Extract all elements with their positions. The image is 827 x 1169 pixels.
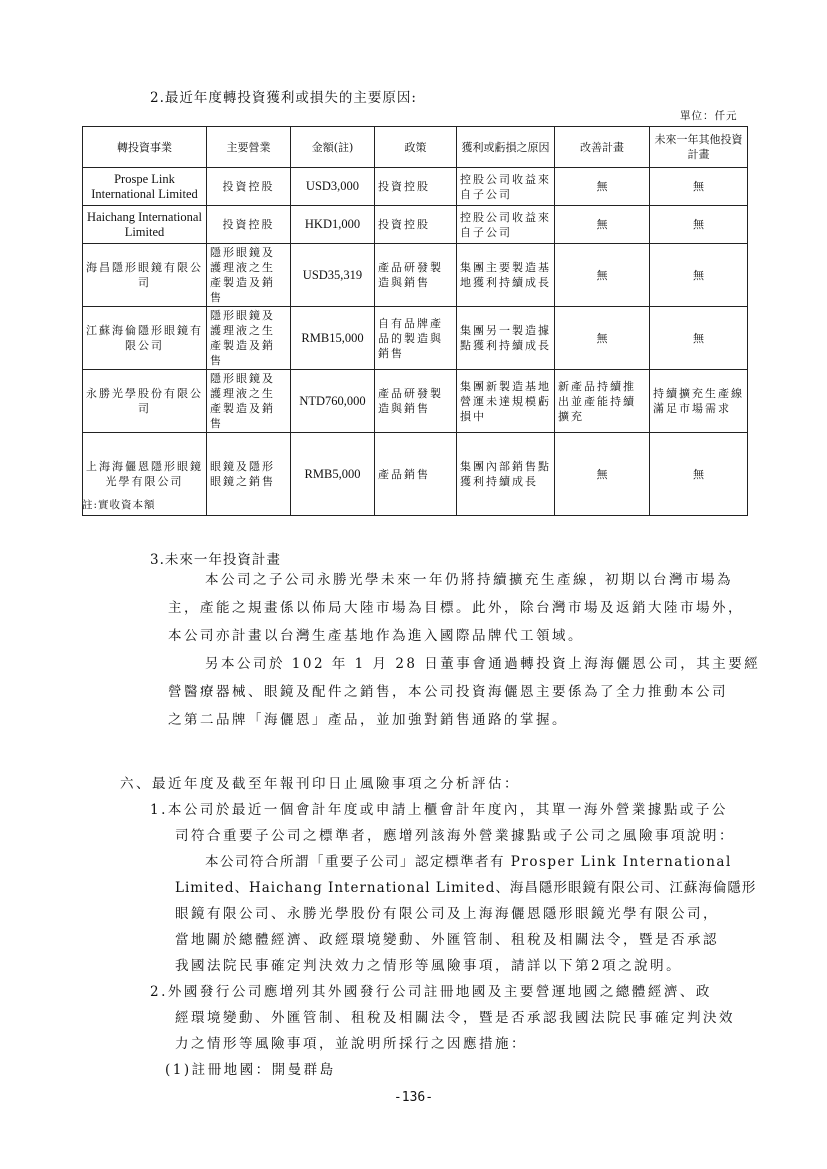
reason-cell: 控股公司收益來自子公司 [457, 206, 555, 244]
section-title: 2.最近年度轉投資獲利或損失的主要原因: [150, 90, 417, 106]
policy-cell: 自有品牌產品的製造與銷售 [375, 307, 457, 370]
header-cell: 獲利或虧損之原因 [457, 127, 555, 168]
reason-cell: 控股公司收益來自子公司 [457, 168, 555, 206]
paragraph-line: Limited、Haichang International Limited、海昌隱形眼鏡有限公司、江蘇海倫隱形 [175, 880, 757, 896]
policy-cell: 產品銷售 [375, 433, 457, 516]
future-plan-cell: 持續擴充生產線滿足市場需求 [650, 370, 748, 433]
plan-cell: 無 [555, 206, 650, 244]
amount-cell: USD35,319 [291, 244, 375, 307]
table-row [83, 244, 748, 307]
table-header-row [83, 127, 748, 168]
table-row [83, 370, 748, 433]
paragraph-line: 當地關於總體經濟、政經環境變動、外匯管制、租稅及相關法令，暨是否承認 [175, 932, 719, 948]
policy-cell: 投資控股 [375, 168, 457, 206]
paragraph-line: 司符合重要子公司之標準者，應增列該海外營業據點或子公司之風險事項說明： [175, 828, 735, 844]
paragraph-line: 本公司符合所謂「重要子公司」認定標準者有 Prosper Link International [205, 854, 732, 870]
paragraph-line: 我國法院民事確定判決效力之情形等風險事項，請詳以下第2項之說明。 [175, 958, 683, 974]
policy-cell: 產品研發製造與銷售 [375, 370, 457, 433]
paragraph-line: 營醫療器械、眼鏡及配件之銷售，本公司投資海儷恩主要係為了全力推動本公司 [168, 684, 728, 700]
table-row [83, 206, 748, 244]
table-row [83, 168, 748, 206]
company-cell: 上海海儷恩隱形眼鏡光學有限公司 [83, 433, 207, 516]
header-cell: 金額(註) [291, 127, 375, 168]
plan-cell: 新產品持續推出並產能持續擴充 [555, 370, 650, 433]
paragraph-line: 1.本公司於最近一個會計年度或申請上櫃會計年度內，其單一海外營業據點或子公 [150, 802, 728, 818]
business-cell: 隱形眼鏡及護理液之生產製造及銷售 [207, 307, 291, 370]
reason-cell: 集團主要製造基地獲利持續成長 [457, 244, 555, 307]
company-cell: 江蘇海倫隱形眼鏡有限公司 [83, 307, 207, 370]
section-title: 六、最近年度及截至年報刊印日止風險事項之分析評估： [120, 776, 520, 792]
paragraph-line: 經環境變動、外匯管制、租稅及相關法令，暨是否承認我國法院民事確定判決效 [175, 1010, 735, 1026]
future-plan-cell: 無 [650, 244, 748, 307]
plan-cell: 無 [555, 433, 650, 516]
amount-cell: HKD1,000 [291, 206, 375, 244]
unit-label: 單位：仟元 [680, 110, 738, 122]
section-title: 3.未來一年投資計畫 [150, 552, 281, 568]
paragraph-line: 主，產能之規畫係以佈局大陸市場為目標。此外，除台灣市場及返銷大陸市場外， [168, 600, 744, 616]
table-row [83, 433, 748, 516]
company-cell: 海昌隱形眼鏡有限公司 [83, 244, 207, 307]
investment-table [82, 126, 748, 516]
header-cell: 改善計畫 [555, 127, 650, 168]
business-cell: 眼鏡及隱形眼鏡之銷售 [207, 433, 291, 516]
business-cell: 投資控股 [207, 206, 291, 244]
future-plan-cell: 無 [650, 307, 748, 370]
amount-cell: NTD760,000 [291, 370, 375, 433]
company-cell: Prospe Link International Limited [83, 168, 207, 206]
plan-cell: 無 [555, 307, 650, 370]
header-cell: 轉投資事業 [83, 127, 207, 168]
policy-cell: 產品研發製造與銷售 [375, 244, 457, 307]
header-cell: 政策 [375, 127, 457, 168]
table-note: 註:實收資本額 [82, 499, 156, 511]
plan-cell: 無 [555, 244, 650, 307]
paragraph-line: 力之情形等風險事項，並說明所採行之因應措施： [175, 1036, 527, 1052]
business-cell: 隱形眼鏡及護理液之生產製造及銷售 [207, 244, 291, 307]
reason-cell: 集團內部銷售點獲利持續成長 [457, 433, 555, 516]
reason-cell: 集團新製造基地營運未達規模虧損中 [457, 370, 555, 433]
page-number: -136- [393, 1090, 434, 1105]
amount-cell: USD3,000 [291, 168, 375, 206]
plan-cell: 無 [555, 168, 650, 206]
future-plan-cell: 無 [650, 206, 748, 244]
future-plan-cell: 無 [650, 433, 748, 516]
paragraph-line: 本公司亦計畫以台灣生產基地作為進入國際品牌代工領域。 [168, 628, 584, 644]
paragraph-line: 2.外國發行公司應增列其外國發行公司註冊地國及主要營運地國之總體經濟、政 [150, 984, 712, 1000]
policy-cell: 投資控股 [375, 206, 457, 244]
business-cell: 投資控股 [207, 168, 291, 206]
paragraph-line: 本公司之子公司永勝光學未來一年仍將持續擴充生產線，初期以台灣市場為 [205, 572, 733, 588]
reason-cell: 集團另一製造據點獲利持續成長 [457, 307, 555, 370]
business-cell: 隱形眼鏡及護理液之生產製造及銷售 [207, 370, 291, 433]
future-plan-cell: 無 [650, 168, 748, 206]
paragraph-line: 之第二品牌「海儷恩」產品，並加強對銷售通路的掌握。 [168, 712, 568, 728]
table-row [83, 307, 748, 370]
company-cell: 永勝光學股份有限公司 [83, 370, 207, 433]
paragraph-line: (1)註冊地國：開曼群島 [165, 1062, 336, 1078]
header-cell: 主要營業 [207, 127, 291, 168]
paragraph-line: 另本公司於 102 年 1 月 28 日董事會通過轉投資上海海儷恩公司，其主要經 [205, 656, 761, 672]
amount-cell: RMB5,000 [291, 433, 375, 516]
company-cell: Haichang International Limited [83, 206, 207, 244]
paragraph-line: 眼鏡有限公司、永勝光學股份有限公司及上海海儷恩隱形眼鏡光學有限公司， [175, 906, 719, 922]
amount-cell: RMB15,000 [291, 307, 375, 370]
header-cell: 未來一年其他投資計畫 [650, 127, 748, 168]
